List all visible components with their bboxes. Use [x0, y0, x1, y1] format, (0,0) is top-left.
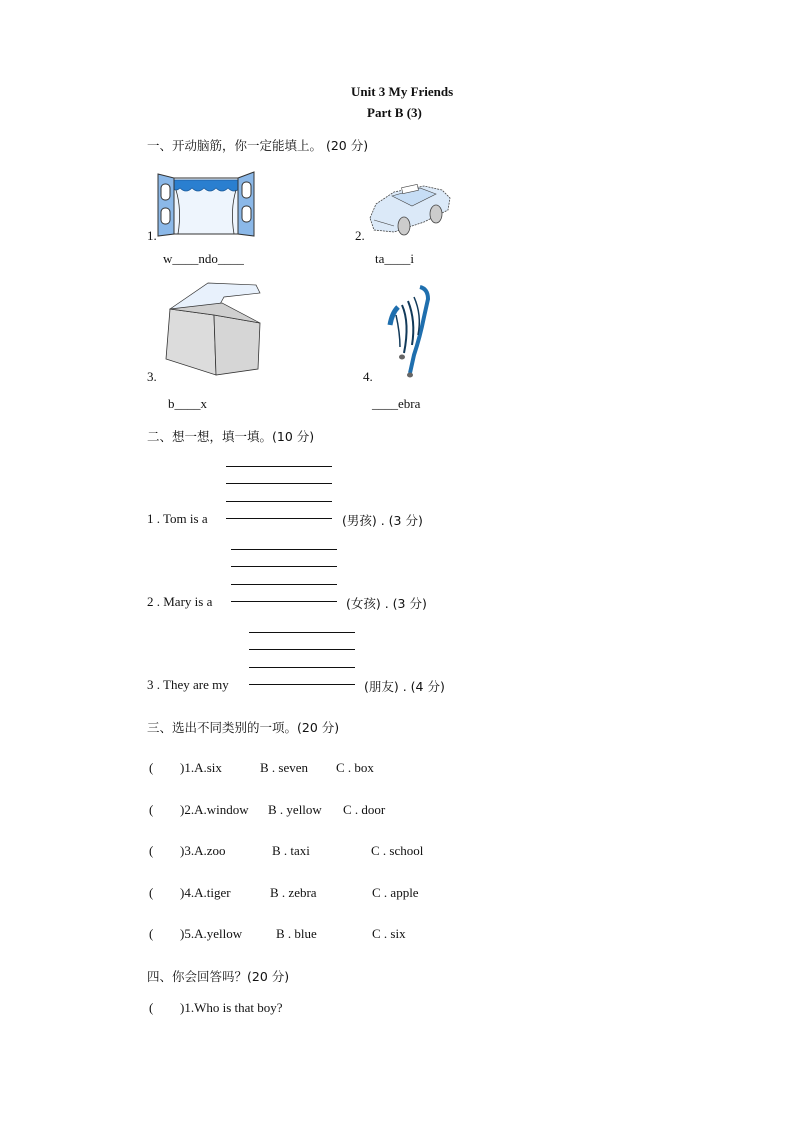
fill-in-prompt[interactable]: b____x: [168, 396, 207, 411]
option-a: )1.A.six: [180, 760, 222, 775]
item-number: 2.: [355, 228, 365, 243]
option-c: C . apple: [372, 885, 419, 900]
question-prefix: 1 . Tom is a: [147, 511, 208, 526]
question-hint: (女孩) . (3 分): [346, 596, 427, 611]
writing-line[interactable]: [249, 649, 355, 650]
writing-line[interactable]: [249, 632, 355, 633]
option-a: )4.A.tiger: [180, 885, 231, 900]
section4-heading: 四、你会回答吗？(20 分): [147, 969, 290, 984]
zebra-icon: [384, 283, 440, 379]
question-prefix: 2 . Mary is a: [147, 594, 213, 609]
section2-heading: 二、想一想，填一填。(10 分): [147, 429, 315, 444]
option-a: )5.A.yellow: [180, 926, 243, 941]
question-text: )1.Who is that boy?: [180, 1000, 283, 1015]
item-number: 3.: [147, 369, 157, 384]
writing-line[interactable]: [231, 601, 337, 602]
writing-line[interactable]: [231, 584, 337, 585]
section3-heading: 三、选出不同类别的一项。(20 分): [147, 720, 340, 735]
writing-line[interactable]: [226, 518, 332, 519]
writing-line[interactable]: [226, 483, 332, 484]
option-b: B . yellow: [268, 802, 322, 817]
option-b: B . taxi: [272, 843, 310, 858]
item-number: 4.: [363, 369, 373, 384]
answer-paren[interactable]: (: [149, 885, 154, 900]
answer-paren[interactable]: (: [149, 760, 154, 775]
writing-line[interactable]: [226, 501, 332, 502]
option-c: C . door: [343, 802, 386, 817]
answer-paren[interactable]: (: [149, 1000, 154, 1015]
option-a: )3.A.zoo: [180, 843, 226, 858]
option-a: )2.A.window: [180, 802, 249, 817]
question-hint: (男孩) . (3 分): [342, 513, 423, 528]
taxi-icon: [364, 178, 452, 238]
question-hint: (朋友) . (4 分): [364, 679, 445, 694]
option-b: B . blue: [276, 926, 317, 941]
writing-line[interactable]: [249, 667, 355, 668]
fill-in-prompt[interactable]: ta____i: [375, 251, 414, 266]
window-icon: [156, 170, 256, 238]
answer-paren[interactable]: (: [149, 802, 154, 817]
option-c: C . box: [336, 760, 374, 775]
fill-in-prompt[interactable]: ____ebra: [372, 396, 421, 411]
writing-line[interactable]: [249, 684, 355, 685]
box-icon: [160, 281, 270, 381]
question-prefix: 3 . They are my: [147, 677, 229, 692]
answer-paren[interactable]: (: [149, 926, 154, 941]
option-b: B . seven: [260, 760, 309, 775]
option-b: B . zebra: [270, 885, 317, 900]
option-c: C . school: [371, 843, 424, 858]
worksheet-title: Unit 3 My Friends: [351, 84, 454, 99]
fill-in-prompt[interactable]: w____ndo____: [163, 251, 244, 266]
writing-line[interactable]: [231, 549, 337, 550]
worksheet-subtitle: Part B (3): [367, 105, 422, 120]
answer-paren[interactable]: (: [149, 843, 154, 858]
section1-heading: 一、开动脑筋，你一定能填上。 (20 分): [147, 138, 369, 153]
writing-line[interactable]: [226, 466, 332, 467]
writing-line[interactable]: [231, 566, 337, 567]
item-number: 1.: [147, 228, 157, 243]
option-c: C . six: [372, 926, 406, 941]
